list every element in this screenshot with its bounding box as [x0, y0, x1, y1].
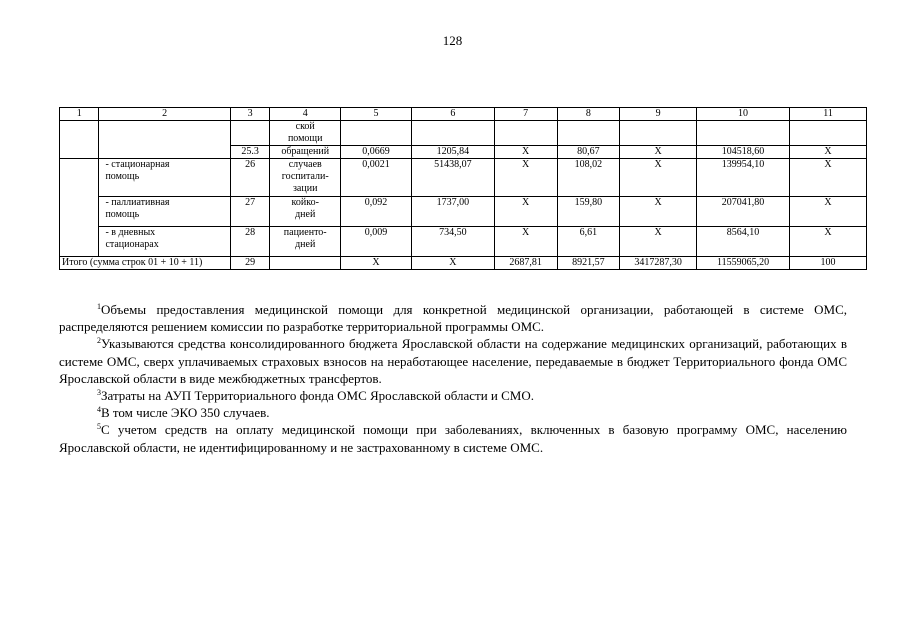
cell-value: 1205,84	[411, 146, 494, 159]
page-number: 128	[442, 33, 463, 48]
cell-col2-group	[99, 121, 230, 159]
header-cell: 4	[270, 108, 341, 121]
cell-value: 0,0669	[341, 146, 412, 159]
expenditure-table	[59, 107, 867, 270]
cell-total-label: Итого (сумма строк 01 + 10 + 11)	[60, 257, 231, 270]
cell-value: 80,67	[557, 146, 620, 159]
cell-col1-group	[60, 121, 99, 159]
unit-line: зации	[292, 183, 318, 194]
cell-value: X	[790, 159, 867, 197]
cell-value: X	[620, 227, 697, 257]
footnote-1	[59, 301, 847, 335]
cell-value: 51438,07	[411, 159, 494, 197]
cell-value: X	[411, 257, 494, 270]
cell-code	[230, 121, 269, 146]
unit-line: пациенто-	[283, 227, 327, 238]
cell-name	[99, 227, 230, 257]
cell-value: 8564,10	[697, 227, 790, 257]
cell-code: 27	[230, 197, 269, 227]
header-cell: 6	[411, 108, 494, 121]
cell-code: 28	[230, 227, 269, 257]
cell-value: 3417287,30	[620, 257, 697, 270]
header-cell: 3	[230, 108, 269, 121]
cell-value: 2687,81	[494, 257, 557, 270]
cell-unit	[270, 227, 341, 257]
unit-line: дней	[295, 239, 316, 250]
cell-unit	[270, 159, 341, 197]
cell-code: 26	[230, 159, 269, 197]
cell-code: 29	[230, 257, 269, 270]
footnote-text: Затраты на АУП Территориального фонда ОМС Ярославской области и СМО.	[101, 388, 534, 404]
cell	[790, 121, 867, 146]
name-line: - стационарная	[105, 159, 170, 170]
header-cell: 7	[494, 108, 557, 121]
cell-value: 159,80	[557, 197, 620, 227]
name-line: помощь	[105, 209, 140, 220]
cell-value: X	[790, 146, 867, 159]
footnote-4	[59, 404, 847, 421]
footnote-2	[59, 335, 847, 387]
cell-code: 25.3	[230, 146, 269, 159]
cell-value: X	[620, 146, 697, 159]
footnote-marker: 3	[97, 388, 101, 398]
cell-value: 6,61	[557, 227, 620, 257]
cell-value: X	[790, 227, 867, 257]
footnote-marker: 1	[97, 302, 101, 311]
header-cell: 11	[790, 108, 867, 121]
header-cell: 9	[620, 108, 697, 121]
table-row-total	[60, 257, 867, 270]
cell	[557, 121, 620, 146]
cell	[697, 121, 790, 146]
cell-value: 104518,60	[697, 146, 790, 159]
cell-name	[99, 197, 230, 227]
cell-value: 1737,00	[411, 197, 494, 227]
cell-unit: обращений	[270, 146, 341, 159]
cell-value: 734,50	[411, 227, 494, 257]
cell-value: 139954,10	[697, 159, 790, 197]
name-line: стационарах	[105, 239, 159, 250]
cell-name	[99, 159, 230, 197]
cell-value: 0,009	[341, 227, 412, 257]
footnote-text: В том числе ЭКО 350 случаев.	[101, 405, 270, 421]
footnote-5	[59, 421, 847, 455]
cell	[411, 121, 494, 146]
footnote-marker: 4	[97, 405, 101, 415]
cell-value: X	[494, 159, 557, 197]
cell-col1-group	[60, 159, 99, 257]
footnote-marker: 5	[97, 422, 101, 432]
cell	[341, 121, 412, 146]
table-row-26	[60, 159, 867, 197]
cell-value: X	[494, 197, 557, 227]
name-line: - в дневных	[105, 227, 156, 238]
header-cell: 8	[557, 108, 620, 121]
unit-line: дней	[295, 209, 316, 220]
unit-line: помощи	[287, 133, 323, 144]
cell-value: 0,092	[341, 197, 412, 227]
footnote-marker: 2	[97, 336, 101, 346]
footnote-text: Указываются средства консолидированного бюджета Ярославской области на содержание медицинских организаций, работающих в системе ОМС, сверх уплачиваемых страховых взносов на неработающее население, передаваемые в бюджет Территориального фонда ОМС Ярославской области в виде межбюджетных трансфертов.	[59, 336, 847, 386]
footnote-3	[59, 387, 847, 404]
cell	[620, 121, 697, 146]
unit-line: случаев	[288, 159, 322, 170]
cell-value: X	[494, 146, 557, 159]
header-cell: 10	[697, 108, 790, 121]
table-row-continuation	[60, 121, 867, 146]
cell-value: 8921,57	[557, 257, 620, 270]
cell-value: X	[620, 159, 697, 197]
cell-value: X	[341, 257, 412, 270]
footnotes	[59, 301, 847, 456]
cell-value: X	[494, 227, 557, 257]
cell-value: X	[790, 197, 867, 227]
cell-unit	[270, 121, 341, 146]
cell-value: 207041,80	[697, 197, 790, 227]
cell-value: 11559065,20	[697, 257, 790, 270]
footnote-text: С учетом средств на оплату медицинской помощи при заболеваниях, включенных в базовую программу ОМС, населению Ярославской области, не идентифицированному и не застрахованному в системе ОМС.	[59, 422, 847, 455]
header-cell: 5	[341, 108, 412, 121]
unit-line: ской	[295, 121, 315, 132]
cell-value: 100	[790, 257, 867, 270]
cell	[494, 121, 557, 146]
table-row-27	[60, 197, 867, 227]
cell-value: 108,02	[557, 159, 620, 197]
header-cell: 1	[60, 108, 99, 121]
name-line: помощь	[105, 171, 140, 182]
table-row-28	[60, 227, 867, 257]
table-header-row	[60, 108, 867, 121]
cell-unit	[270, 257, 341, 270]
header-cell: 2	[99, 108, 230, 121]
footnote-text: Объемы предоставления медицинской помощи для конкретной медицинской организации, работающей в системе ОМС, распределяются решением комиссии по разработке территориальной программы ОМС.	[59, 302, 847, 335]
unit-line: госпитали-	[281, 171, 329, 182]
cell-value: 0,0021	[341, 159, 412, 197]
cell-unit	[270, 197, 341, 227]
name-line: - паллиативная	[105, 197, 170, 208]
cell-value: X	[620, 197, 697, 227]
unit-line: койко-	[291, 197, 319, 208]
